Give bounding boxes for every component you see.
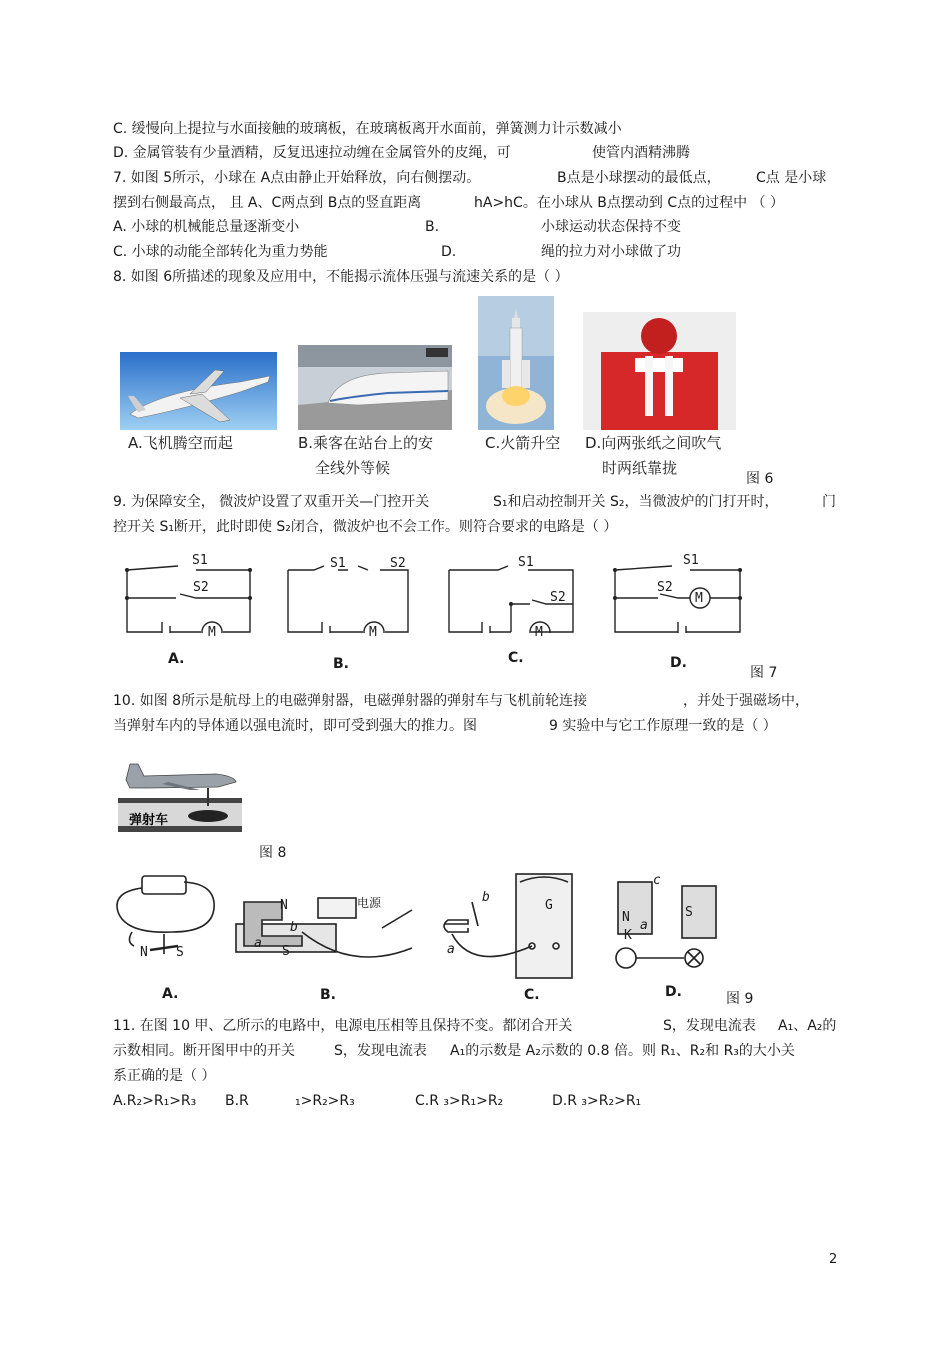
fig7d-s2-label: S2	[657, 580, 673, 595]
q7-option-d-label: D.	[441, 244, 457, 260]
q7-line1: 7. 如图 5所示，小球在 A点由静止开始释放，向右侧摆动。	[113, 170, 481, 186]
fig9b-n-label: N	[280, 898, 288, 913]
fig9a-s-label: S	[176, 945, 184, 960]
q11-line2-mid: S，发现电流表	[334, 1043, 427, 1059]
fig8-caption: 图 8	[259, 845, 287, 861]
fig9-label-d: D.	[665, 984, 682, 1000]
train-photo	[298, 345, 452, 430]
q11-option-b: ₁>R₂>R₃	[295, 1093, 355, 1109]
fig6-label-b2: 全线外等候	[315, 459, 391, 477]
fig9b-power-label: 电源	[357, 896, 382, 910]
q7-option-a: A. 小球的机械能总量逐渐变小	[113, 219, 300, 235]
fig6-caption: 图 6	[746, 471, 774, 487]
fig9c-b-label: b	[482, 890, 490, 905]
q10-line1-end: ，并处于强磁场中，	[683, 693, 809, 709]
fig7-label-b: B.	[333, 656, 349, 672]
fig6-label-b1: B.乘客在站台上的安	[298, 434, 434, 452]
q7-line2-end: hA>hC。在小球从 B点摆动到 C点的过程中 （ ）	[474, 195, 785, 211]
fig7b-motor-label: M	[369, 625, 377, 640]
q7-line2: 摆到右侧最高点， 且 A、C两点到 B点的竖直距离	[113, 195, 422, 211]
fig9b-b-label: b	[290, 920, 298, 935]
fig7b-s2-label: S2	[390, 556, 406, 571]
option-d-text-end: 使管内酒精沸腾	[592, 145, 690, 161]
q11-option-a: A.R₂>R₁>R₃	[113, 1093, 197, 1109]
paper-blowing-photo	[583, 312, 736, 430]
q11-line1: 11. 在图 10 甲、乙所示的电路中，电源电压相等且保持不变。都闭合开关	[113, 1018, 573, 1034]
q9-line1: 9. 为保障安全， 微波炉设置了双重开关—门控开关	[113, 494, 430, 510]
airplane-photo	[120, 352, 277, 430]
fig7b-s1-label: S1	[330, 556, 346, 571]
option-c-text: C. 缓慢向上提拉与水面接触的玻璃板，在玻璃板离开水面前，弹簧测力计示数减小	[113, 121, 622, 137]
option-d-text: D. 金属管装有少量酒精，反复迅速拉动缠在金属管外的皮绳，可	[113, 145, 511, 161]
q7-option-b-label: B.	[425, 219, 440, 235]
q11-line1-mid: S，发现电流表	[663, 1018, 756, 1034]
fig7a-s2-label: S2	[193, 580, 209, 595]
q7-option-c: C. 小球的动能全部转化为重力势能	[113, 244, 328, 260]
q11-line3: 系正确的是（ ）	[113, 1068, 216, 1084]
fig9d-s-label: S	[685, 905, 693, 920]
rocket-photo	[478, 296, 554, 430]
fig7-caption: 图 7	[750, 665, 778, 681]
q9-line1-end: 门	[822, 494, 836, 510]
q10-line2: 当弹射车内的导体通以强电流时，即可受到强大的推力。图	[113, 718, 477, 734]
q11-line2-end: A₁的示数是 A₂示数的 0.8 倍。则 R₁、R₂和 R₃的大小关	[450, 1043, 795, 1059]
fig6-label-c: C.火箭升空	[485, 434, 561, 452]
fig9d-a-label: a	[640, 918, 648, 933]
fig7c-motor-label: M	[535, 625, 543, 640]
fig9-label-a: A.	[162, 986, 179, 1002]
fig7a-s1-label: S1	[192, 553, 208, 568]
q11-line2: 示数相同。断开图甲中的开关	[113, 1043, 295, 1059]
fig6-label-d1: D.向两张纸之间吹气	[585, 434, 722, 452]
fig9-caption: 图 9	[726, 991, 754, 1007]
fig9b-s-label: S	[282, 944, 290, 959]
q11-option-b-label: B.R	[225, 1093, 249, 1109]
q10-line1: 10. 如图 8所示是航母上的电磁弹射器，电磁弹射器的弹射车与飞机前轮连接	[113, 693, 588, 709]
fig9d-k-label: K	[624, 928, 632, 943]
fig7d-s1-label: S1	[683, 553, 699, 568]
fig9b-a-label: a	[254, 936, 262, 951]
q9-line2: 控开关 S₁断开，此时即使 S₂闭合，微波炉也不会工作。则符合要求的电路是（ ）	[113, 519, 618, 535]
q11-line1-end: A₁、A₂的	[778, 1018, 837, 1034]
page-number: 2	[829, 1252, 838, 1267]
q8-stem: 8. 如图 6所描述的现象及应用中，不能揭示流体压强与流速关系的是（ ）	[113, 269, 569, 285]
fig7d-motor-label: M	[695, 591, 703, 606]
fig9c-g-label: G	[545, 898, 553, 913]
fig7-label-c: C.	[508, 650, 524, 666]
fig7a-motor-label: M	[208, 625, 216, 640]
q7-line1-end: C点 是小球	[756, 170, 827, 186]
fig6-label-d2: 时两纸靠拢	[602, 459, 678, 477]
fig7c-s2-label: S2	[550, 590, 566, 605]
q7-line1-mid: B点是小球摆动的最低点，	[557, 170, 721, 186]
q10-line2-end: 9 实验中与它工作原理一致的是（ ）	[549, 718, 777, 734]
q7-option-d: 绳的拉力对小球做了功	[541, 244, 681, 260]
fig9d-n-label: N	[622, 910, 630, 925]
fig9c-a-label: a	[447, 942, 455, 957]
fig9d-c-label: c	[653, 873, 661, 888]
q7-option-b: 小球运动状态保持不变	[541, 219, 681, 235]
fig7c-s1-label: S1	[518, 555, 534, 570]
fig8-catapult-car-label: 弹射车	[129, 813, 169, 828]
fig9-label-b: B.	[320, 987, 336, 1003]
fig6-label-a: A.飞机腾空而起	[128, 434, 233, 452]
q9-line1-mid: S₁和启动控制开关 S₂，当微波炉的门打开时，	[493, 494, 779, 510]
fig7-label-a: A.	[168, 651, 185, 667]
fig9a-n-label: N	[140, 945, 148, 960]
fig9-label-c: C.	[524, 987, 540, 1003]
fig7-label-d: D.	[670, 655, 687, 671]
q11-option-d: D.R ₃>R₂>R₁	[552, 1093, 642, 1109]
q11-option-c: C.R ₃>R₁>R₂	[415, 1093, 504, 1109]
fig9-experiments	[112, 862, 732, 982]
